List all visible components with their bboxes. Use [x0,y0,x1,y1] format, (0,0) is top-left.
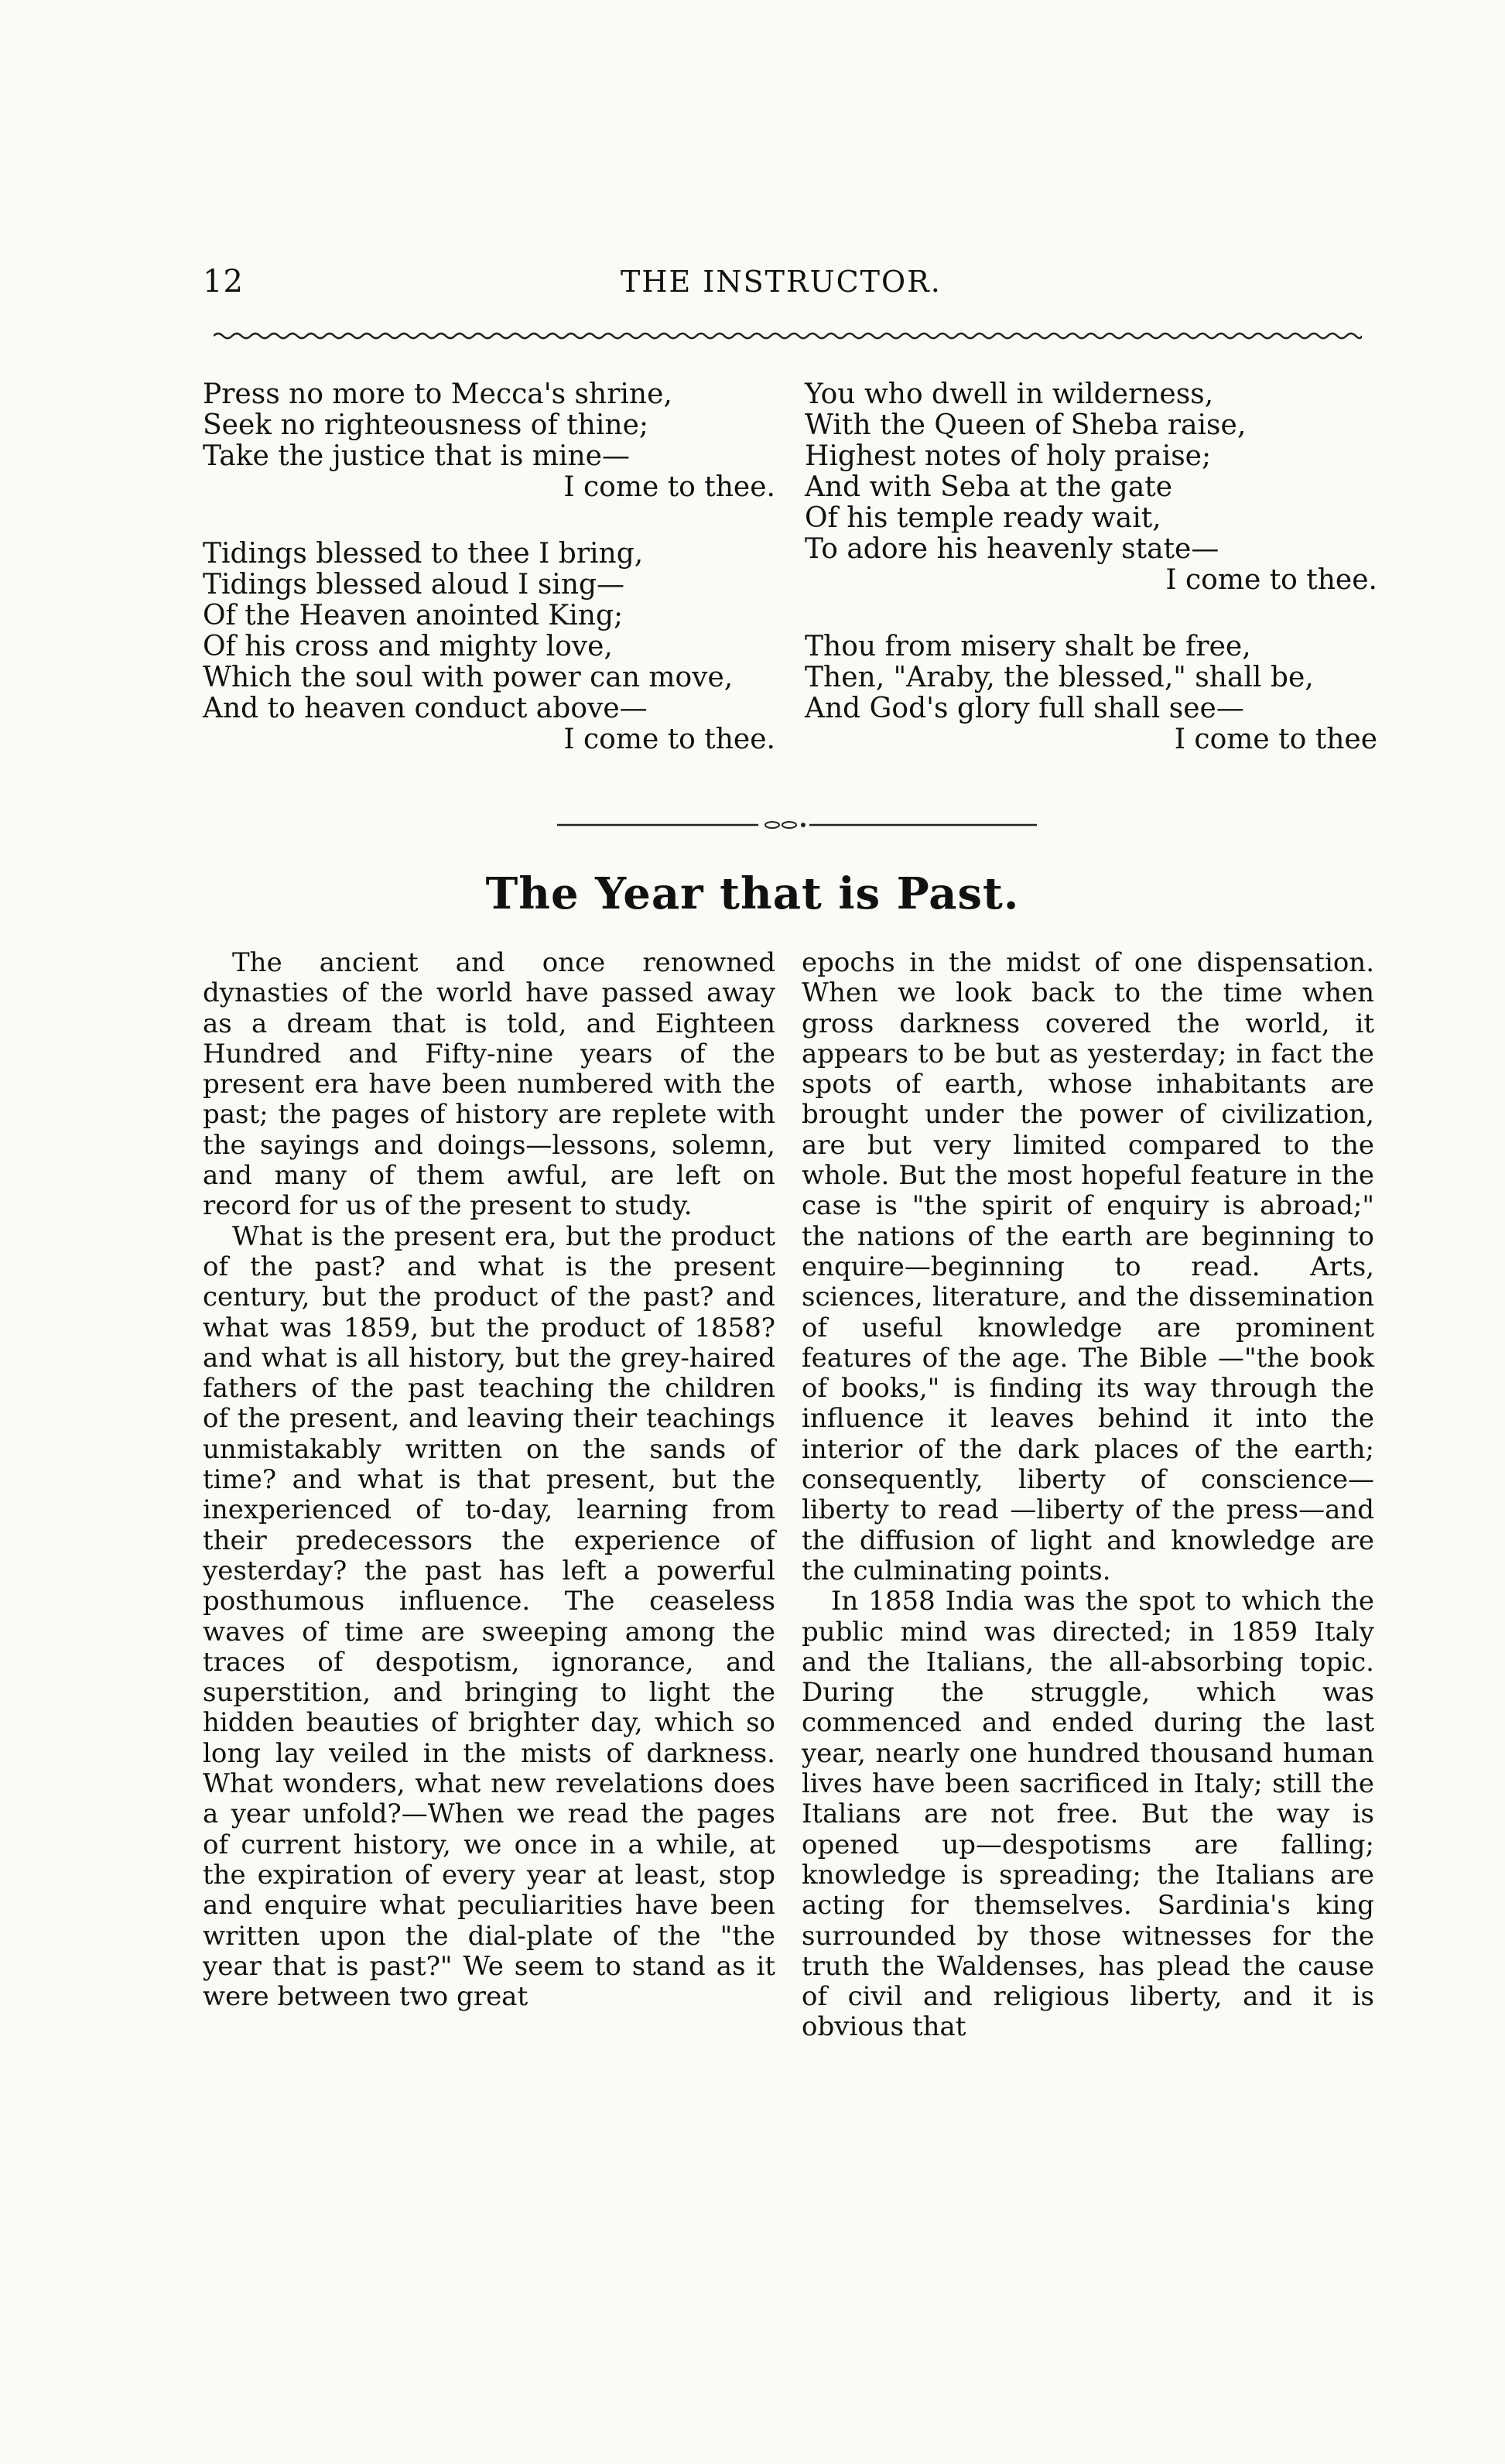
poem-line: With the Queen of Sheba raise, [805,409,1247,441]
article-paragraph: epochs in the midst of one dispensation. When we look back to the time when gross darkness covered the world, it appears to be but as yesterday; in fact the spots of earth, whose inhabitants are brought under the power of civilization, are but very limited compared to the whole. But the most hopeful feature in the case is "the spirit of enquiry is abroad;" the nations of the earth are beginning to enquire—beginning to read. Arts, sciences, literature, and the dissemination of useful knowledge are prominent features of the age. The Bible —"the book of books," is finding its way through the influence it leaves behind it into the interior of the dark places of the earth; consequently, liberty of conscience—liberty to read —liberty of the press—and the diffusion of light and knowledge are the culminating points. [802,947,1374,1586]
poem-refrain: I come to thee. [563,471,775,503]
page-number: 12 [203,264,244,299]
poem-right-column [805,379,1377,791]
ornamental-separator [557,817,1037,833]
poem-refrain: I come to thee. [563,724,775,755]
poem-line: Of his temple ready wait, [805,502,1161,534]
page-header [203,263,1363,310]
poem-line: To adore his heavenly state— [805,533,1219,565]
poem-line: Tidings blessed aloud I sing— [203,569,625,601]
poem-line: Press no more to Mecca's shrine, [203,378,672,410]
poem-line: You who dwell in wilderness, [805,378,1214,410]
poem-line: Of his cross and mighty love, [203,631,613,662]
poem-line: And to heaven conduct above— [203,693,648,724]
poem-stanza [805,379,1377,596]
article-title: The Year that is Past. [485,868,1020,919]
poem-line: Then, "Araby, the blessed," shall be, [805,662,1314,693]
article-right-column [802,948,1374,2043]
article-paragraph: In 1858 India was the spot to which the public mind was directed; in 1859 Italy and the Italians, the all-absorbing topic. During the struggle, which was commenced and ended during the last year, nearly one hundred thousand human lives have been sacrificed in Italy; still the Italians are not free. But the way is opened up—despotisms are falling; knowledge is spreading; the Italians are acting for themselves. Sardinia's king surrounded by those witnesses for the truth the Waldenses, has plead the cause of civil and religious liberty, and it is obvious that [802,1586,1374,2043]
running-head: THE INSTRUCTOR. [621,265,942,299]
poem-line: And with Seba at the gate [805,471,1173,503]
poem-stanza [805,631,1377,755]
poem-line: Which the soul with power can move, [203,662,734,693]
article-paragraph: The ancient and once renowned dynasties of the world have passed away as a dream that is told, and Eighteen Hundred and Fifty-nine years of the present era have been numbered with the past; the pages of history are replete with the sayings and doings—lessons, solemn, and many of them awful, are left on record for us of the present to study. [203,947,775,1222]
poem-line: Seek no righteousness of thine; [203,409,648,441]
poem-line: Of the Heaven anointed King; [203,600,624,631]
poem-line: And God's glory full shall see— [805,693,1244,724]
poem-line: Thou from misery shalt be free, [805,631,1251,662]
poem-line: Take the justice that is mine— [203,440,630,472]
poem-left-column [203,379,775,791]
wavy-rule-divider [214,331,1362,341]
article-paragraph: What is the present era, but the product of the past? and what is the present century, but the product of the past? and what was 1859, but the product of 1858? and what is all history, but the grey-haired fathers of the past teaching the children of the present, and leaving their teachings unmistakably written on the sands of time? and what is that present, but the inexperienced of to-day, learning from their predecessors the experience of yesterday? the past has left a powerful posthumous influence. The ceaseless waves of time are sweeping among the traces of despotism, ignorance, and superstition, and bringing to light the hidden beauties of brighter day, which so long lay veiled in the mists of darkness. What wonders, what new revelations does a year unfold?—When we read the pages of current history, we once in a while, at the expiration of every year at least, stop and enquire what peculiarities have been written upon the dial-plate of the "the year that is past?" We seem to stand as it were between two great [203,1220,775,2013]
poem-stanza [203,539,775,755]
article-left-column [203,948,775,2012]
poem-line: Highest notes of holy praise; [805,440,1212,472]
poem-line: Tidings blessed to thee I bring, [203,538,644,570]
poem-refrain: I come to thee [1174,724,1377,755]
poem-stanza [203,379,775,503]
poem-refrain: I come to thee. [1165,564,1377,596]
